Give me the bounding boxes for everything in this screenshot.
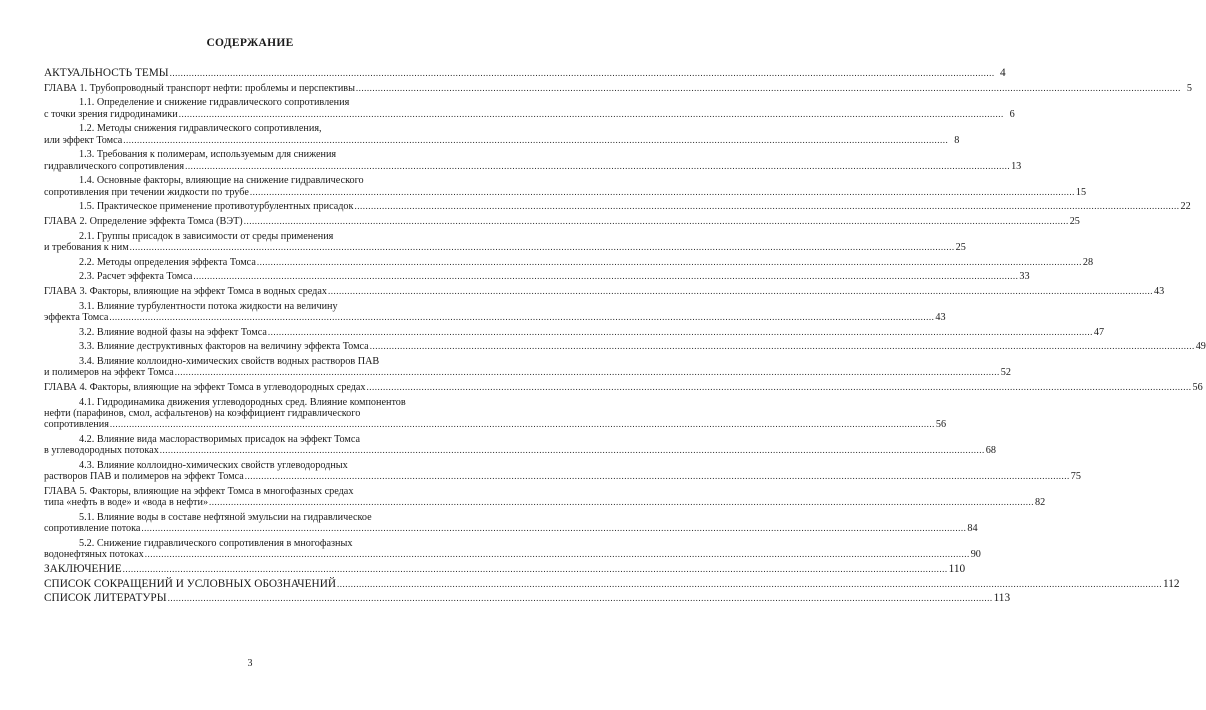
toc-entry-title: 1.4. Основные факторы, влияющие на снижение гидравлического: [79, 175, 364, 187]
toc-line: [44, 123, 457, 134]
toc-entry-page: 25: [1069, 216, 1080, 227]
toc-dot-leader: ............................................................................................................................................................................................................................................................................................................: [122, 563, 948, 574]
toc-entry-title: нефти (парафинов, смол, асфальтенов) на коэффициент гидравлического: [44, 408, 361, 420]
toc-dot-leader: ............................................................................................................................................................................................................................................................................................................: [243, 216, 1069, 226]
toc-entry-title: эффекта Томса: [44, 312, 109, 324]
toc-line: [44, 397, 457, 408]
toc-line: [44, 382, 1203, 394]
toc-line: [44, 82, 1192, 94]
toc-entry-title: ГЛАВА 5. Факторы, влияющие на эффект Томса в многофазных средах: [44, 486, 354, 498]
toc-entry-title: типа «нефть в воде» и «вода в нефти»: [44, 497, 209, 509]
toc-entry-title: ЗАКЛЮЧЕНИЕ: [44, 562, 122, 575]
toc-entry-page: 112: [1163, 577, 1180, 590]
toc-entry-page: 8: [954, 134, 960, 146]
toc-dot-leader: ............................................................................................................................................................................................................................................................................................................: [193, 271, 1019, 282]
toc-entry-page: 75: [1070, 471, 1081, 483]
toc-line: [44, 408, 457, 419]
toc-entry-page: 84: [967, 523, 978, 535]
toc-entry-title: 1.3. Требования к полимерам, используемым для снижения: [79, 149, 337, 161]
toc-line: [44, 186, 1087, 198]
toc-line: [44, 201, 1191, 213]
toc-line: [44, 434, 457, 445]
toc-line: [44, 497, 1046, 509]
toc-dot-leader: ............................................................................................................................................................................................................................................................................................................: [369, 341, 1195, 352]
toc-line: [44, 301, 457, 312]
toc-entry-title: или эффект Томса: [44, 134, 123, 146]
toc-entry-title: сопротивления при течении жидкости по трубе: [44, 186, 249, 198]
toc-dot-leader: ............................................................................................................................................................................................................................................................................................................: [109, 312, 935, 323]
toc-entry-title: в углеводородных потоках: [44, 445, 159, 457]
toc-line: [44, 160, 1022, 172]
toc-entry-title: 3.1. Влияние турбулентности потока жидкости на величину: [79, 300, 338, 312]
toc-line: [44, 312, 946, 324]
toc-entry-page: 113: [993, 592, 1011, 605]
toc-entry-title: СПИСОК СОКРАЩЕНИЙ И УСЛОВНЫХ ОБОЗНАЧЕНИЙ: [44, 577, 337, 590]
toc-entry-title: сопротивление потока: [44, 523, 141, 535]
page-number: 3: [247, 658, 253, 669]
toc-entry-page: 5: [1186, 82, 1192, 94]
toc-entry-title: АКТУАЛЬНОСТЬ ТЕМЫ: [44, 67, 169, 79]
toc-line: [44, 241, 966, 253]
toc-entry-page: 82: [1035, 497, 1046, 509]
toc-entry-title: ГЛАВА 3. Факторы, влияющие на эффект Томса в водных средах: [44, 286, 327, 298]
toc-line: [44, 592, 1011, 605]
toc-line: [44, 175, 457, 186]
toc-entry-title: 2.1. Группы присадок в зависимости от среды применения: [79, 230, 334, 242]
toc-entry-title: гидравлического сопротивления: [44, 160, 185, 172]
toc-entry-title: 3.4. Влияние коллоидно-химических свойств водных растворов ПАВ: [79, 356, 380, 368]
toc-dot-leader: ............................................................................................................................................................................................................................................................................................................: [159, 445, 985, 456]
toc-line: [44, 341, 1206, 353]
toc-entry-title: с точки зрения гидродинамики: [44, 108, 178, 120]
toc-entry-title: 5.2. Снижение гидравлического сопротивления в многофазных: [79, 537, 353, 549]
toc-entry-page: 110: [948, 562, 966, 575]
toc-entry-page: 28: [1082, 256, 1094, 268]
toc-entry-page: 43: [1153, 286, 1165, 298]
toc-line: [44, 471, 1081, 483]
toc-entry-title: ГЛАВА 2. Определение эффекта Томса (ВЭТ): [44, 216, 243, 227]
toc-entry-page: 49: [1195, 341, 1206, 353]
toc-dot-leader: ............................................................................................................................................................................................................................................................................................................: [109, 419, 935, 430]
toc-entry-title: 3.3. Влияние деструктивных факторов на величину эффекта Томса: [79, 341, 369, 353]
toc-entry-title: 3.2. Влияние водной фазы на эффект Томса: [79, 326, 267, 338]
toc-entry-page: 22: [1180, 201, 1191, 213]
toc-dot-leader: ............................................................................................................................................................................................................................................................................................................: [209, 497, 1035, 508]
toc-entry-page: 90: [970, 549, 981, 561]
toc-line: [44, 271, 1030, 283]
toc-line: [44, 367, 1011, 379]
toc-entry-title: 2.3. Расчет эффекта Томса: [79, 271, 193, 283]
toc-line: [44, 231, 457, 242]
toc-entry-title: и требования к ним: [44, 241, 129, 253]
toc-entry-page: 13: [1011, 160, 1022, 172]
toc-line: [44, 326, 1105, 338]
toc-entry-title: 1.2. Методы снижения гидравлического сопротивления,: [79, 123, 322, 135]
page-title: СОДЕРЖАНИЕ: [206, 37, 294, 49]
toc-line: [44, 108, 1015, 120]
toc-line: [44, 149, 457, 160]
toc-entry-title: 2.2. Методы определения эффекта Томса: [79, 256, 256, 268]
toc-dot-leader: ............................................................................................................................................................................................................................................................................................................: [327, 286, 1153, 297]
toc-entry-title: ГЛАВА 1. Трубопроводный транспорт нефти: проблемы и перспективы: [44, 82, 355, 94]
toc-dot-leader: ............................................................................................................................................................................................................................................................................................................: [141, 523, 967, 534]
toc-dot-leader: ............................................................................................................................................................................................................................................................................................................: [174, 367, 1000, 378]
toc-line: [44, 549, 981, 561]
toc-entry-title: и полимеров на эффект Томса: [44, 367, 174, 379]
toc-entry-title: 1.5. Практическое применение противотурбулентных присадок: [79, 201, 354, 213]
toc-line: [44, 460, 457, 471]
table-of-contents: [44, 67, 1206, 605]
toc-dot-leader: ............................................................................................................................................................................................................................................................................................................: [244, 471, 1070, 482]
toc-entry-page: 68: [985, 445, 996, 457]
toc-line: [44, 445, 996, 457]
toc-dot-leader: ............................................................................................................................................................................................................................................................................................................: [267, 326, 1093, 337]
toc-dot-leader: ............................................................................................................................................................................................................................................................................................................: [337, 578, 1163, 589]
toc-line: [44, 67, 1006, 79]
toc-dot-leader: ............................................................................................................................................................................................................................................................................................................: [185, 160, 1011, 171]
toc-line: [44, 512, 457, 523]
toc-line: [44, 97, 457, 108]
toc-line: [44, 286, 1165, 298]
toc-line: [44, 538, 457, 549]
toc-entry-title: 4.3. Влияние коллоидно-химических свойств углеводородных: [79, 460, 348, 472]
toc-entry-page: 56: [1192, 382, 1203, 394]
toc-line: [44, 486, 457, 497]
toc-dot-leader: ............................................................................................................................................................................................................................................................................................................: [354, 201, 1180, 212]
toc-entry-page: 4: [999, 67, 1006, 79]
toc-entry-title: ГЛАВА 4. Факторы, влияющие на эффект Томса в углеводородных средах: [44, 382, 366, 394]
toc-dot-leader: ............................................................................................................................................................................................................................................................................................................: [129, 241, 955, 252]
toc-dot-leader: ............................................................................................................................................................................................................................................................................................................: [123, 134, 949, 145]
toc-entry-title: 5.1. Влияние воды в составе нефтяной эмульсии на гидравлическое: [79, 512, 372, 523]
toc-line: [44, 419, 947, 431]
toc-dot-leader: ............................................................................................................................................................................................................................................................................................................: [178, 108, 1004, 119]
toc-line: [44, 134, 960, 146]
toc-dot-leader: ............................................................................................................................................................................................................................................................................................................: [256, 256, 1082, 267]
toc-dot-leader: ............................................................................................................................................................................................................................................................................................................: [169, 68, 995, 78]
toc-line: [44, 577, 1180, 590]
toc-line: [44, 216, 1080, 227]
toc-dot-leader: ............................................................................................................................................................................................................................................................................................................: [167, 593, 993, 604]
toc-dot-leader: ............................................................................................................................................................................................................................................................................................................: [355, 82, 1181, 93]
toc-entry-page: 25: [955, 241, 966, 253]
toc-entry-title: 4.1. Гидродинамика движения углеводородных сред. Влияние компонентов: [79, 396, 406, 408]
toc-line: [44, 523, 978, 535]
toc-dot-leader: ............................................................................................................................................................................................................................................................................................................: [366, 382, 1192, 393]
toc-entry-page: 47: [1093, 326, 1105, 338]
toc-entry-page: 52: [1000, 367, 1011, 379]
toc-entry-title: растворов ПАВ и полимеров на эффект Томса: [44, 471, 244, 483]
toc-line: [44, 562, 966, 575]
toc-entry-page: 33: [1019, 271, 1030, 283]
toc-entry-page: 43: [935, 312, 946, 324]
toc-entry-page: 56: [935, 419, 947, 431]
toc-dot-leader: ............................................................................................................................................................................................................................................................................................................: [144, 549, 970, 560]
toc-entry-title: 1.1. Определение и снижение гидравлического сопротивления: [79, 97, 350, 109]
toc-entry-title: 4.2. Влияние вида маслорастворимых присадок на эффект Томса: [79, 434, 361, 446]
toc-line: [44, 356, 457, 367]
toc-dot-leader: ............................................................................................................................................................................................................................................................................................................: [249, 186, 1075, 197]
toc-entry-title: СПИСОК ЛИТЕРАТУРЫ: [44, 592, 167, 605]
toc-entry-page: 15: [1075, 186, 1087, 198]
toc-entry-title: сопротивления: [44, 419, 109, 431]
toc-line: [44, 256, 1094, 268]
toc-entry-page: 6: [1009, 108, 1015, 120]
toc-entry-title: водонефтяных потоках: [44, 549, 144, 561]
